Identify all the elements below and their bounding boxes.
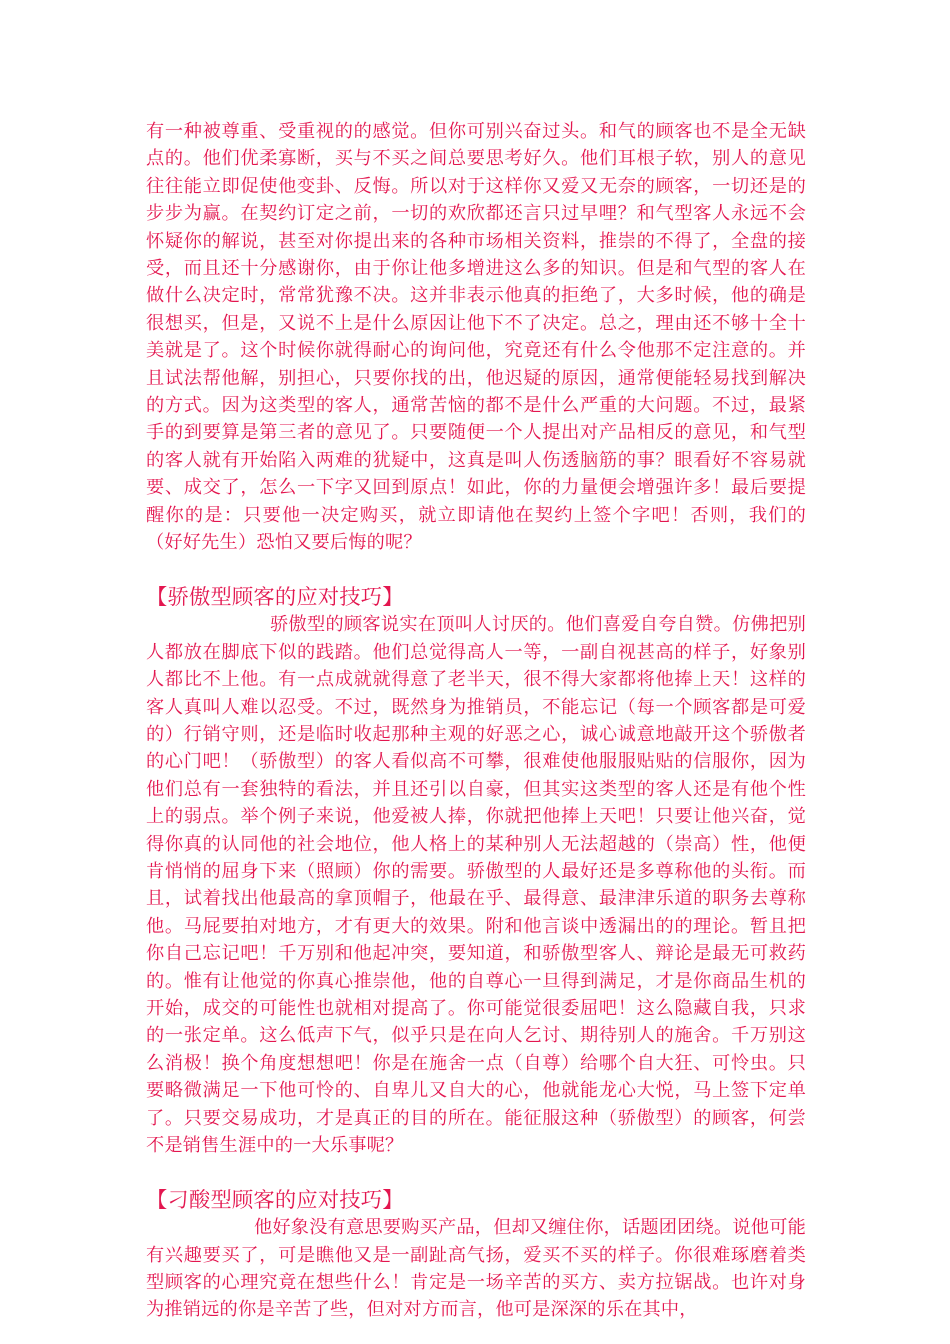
paragraph-spacer bbox=[146, 1159, 806, 1186]
paragraph-spacer bbox=[146, 557, 806, 584]
intro-paragraph: 有一种被尊重、受重视的的感觉。但你可别兴奋过头。和气的顾客也不是全无缺点的。他们优柔寡断，买与不买之间总要思考好久。他们耳根子软，别人的意见往往能立即促使他变卦、反悔。所以对于这样你又爱又无奈的顾客，一切还是的步步为赢。在契约订定之前，一切的欢欣都还言只过早哩？和气型客人永远不会怀疑你的解说，甚至对你提出来的各种市场相关资料，推崇的不得了，全盘的接受，而且还十分感谢你，由于你让他多增进这么多的知识。但是和气型的客人在做什么决定时，常常犹豫不决。这并非表示他真的拒绝了，大多时候，他的确是很想买，但是，又说不上是什么原因让他下不了决定。总之，理由还不够十全十美就是了。这个时候你就得耐心的询问他，究竟还有什么令他那不定注意的。并且试法帮他解，别担心，只要你找的出，他迟疑的原因，通常便能轻易找到解决的方式。因为这类型的客人，通常苦恼的都不是什么严重的大问题。不过，最紧手的到要算是第三者的意见了。只要随便一个人提出对产品相反的意见，和气型的客人就有开始陷入两难的犹疑中，这真是叫人伤透脑筋的事？眼看好不容易就要、成交了，怎么一下字又回到原点！如此，你的力量便会增强许多！最后要提醒你的是：只要他一决定购买，就立即请他在契约上签个字吧！否则，我们的（好好先生）恐怕又要后悔的呢？ bbox=[146, 121, 806, 554]
section-heading-picky: 【刁酸型顾客的应对技巧】 bbox=[146, 1187, 404, 1213]
section-body-picky: 他好象没有意思要购买产品，但却又缠住你，话题团团绕。说他可能有兴趣要买了，可是瞧他又是一副趾高气扬，爱买不买的样子。你很难琢磨着类型顾客的心理究竟在想些什么！肯定是一场辛苦的买方、卖方拉锯战。也许对身为推销远的你是辛苦了些，但对对方而言，他可是深深的乐在其中， bbox=[146, 1217, 806, 1321]
document-page bbox=[146, 118, 806, 1324]
section-heading-proud: 【骄傲型顾客的应对技巧】 bbox=[146, 584, 404, 610]
section-body-proud: 骄傲型的顾客说实在顶叫人讨厌的。他们喜爱自夸自赞。仿佛把别人都放在脚底下似的践踏。他们总觉得高人一等，一副自视甚高的样子，好象别人都比不上他。有一点成就就得意了老半天，很不得大家都将他捧上天！这样的客人真叫人难以忍受。不过，既然身为推销员，不能忘记（每一个顾客都是可爱的）行销守则，还是临时收起那种主观的好恶之心，诚心诚意地敲开这个骄傲者的心门吧！（骄傲型）的客人看似高不可攀，很难使他服服贴贴的信服你，因为他们总有一套独特的看法，并且还引以自豪，但其实这类型的客人还是有他个性上的弱点。举个例子来说，他爱被人捧，你就把他捧上天吧！只要让他兴奋，觉得你真的认同他的社会地位，他人格上的某种别人无法超越的（崇高）性，他便肯悄悄的屈身下来（照顾）你的需要。骄傲型的人最好还是多尊称他的头衔。而且，试着找出他最高的拿顶帽子，他最在乎、最得意、最津津乐道的职务去尊称他。马屁要拍对地方，才有更大的效果。附和他言谈中透漏出的的理论。暂且把你自己忘记吧！千万别和他起冲突，要知道，和骄傲型客人、辩论是最无可救药的。惟有让他觉的你真心推崇他，他的自尊心一旦得到满足，才是你商品生机的开始，成交的可能性也就相对提高了。你可能觉很委屈吧！这么隐藏自我，只求的一张定单。这么低声下气，似乎只是在向人乞讨、期待别人的施舍。千万别这么消极！换个角度想想吧！你是在施舍一点（自尊）给哪个自大狂、可怜虫。只要略微满足一下他可怜的、自卑儿又自大的心，他就能龙心大悦，马上签下定单了。只要交易成功，才是真正的目的所在。能征服这种（骄傲型）的顾客，何尝不是销售生涯中的一大乐事呢？ bbox=[146, 614, 806, 1157]
